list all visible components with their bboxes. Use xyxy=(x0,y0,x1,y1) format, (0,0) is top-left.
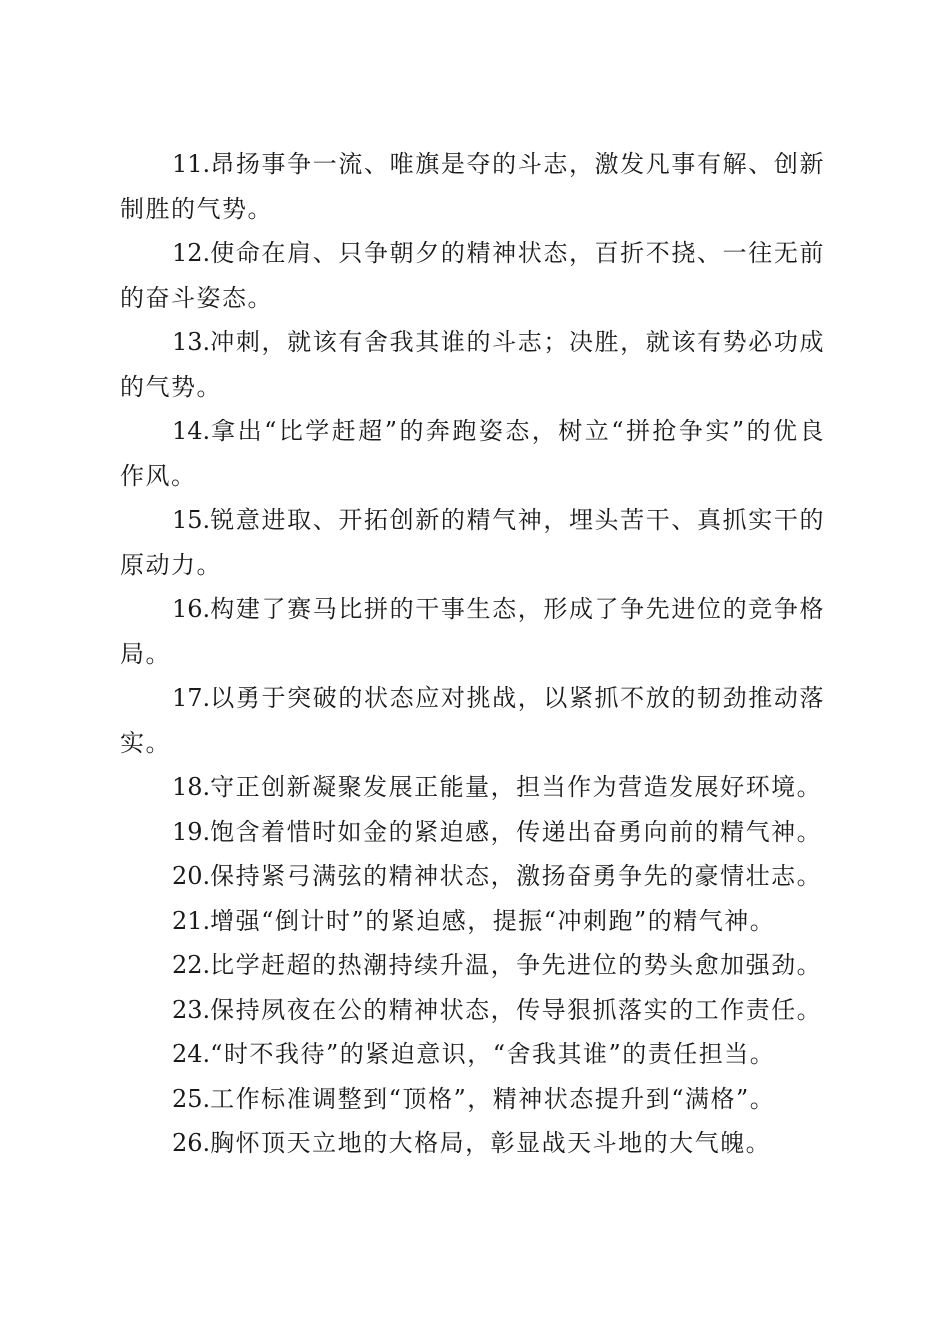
paragraph-text: 工作标准调整到“顶格”，精神状态提升到“满格”。 xyxy=(210,1084,776,1113)
paragraph-15 xyxy=(120,498,825,587)
paragraph-25 xyxy=(120,1077,825,1122)
paragraph-text: 拿出“比学赶超”的奔跑姿态，树立“拼抢争实”的优良作风。 xyxy=(120,417,825,490)
paragraph-text: 增强“倒计时”的紧迫感，提振“冲刺跑”的精气神。 xyxy=(210,906,776,935)
paragraph-18 xyxy=(120,765,825,810)
paragraph-14 xyxy=(120,409,825,498)
paragraph-text: 饱含着惜时如金的紧迫感，传递出奋勇向前的精气神。 xyxy=(210,817,823,846)
paragraph-number: 13. xyxy=(172,328,211,356)
paragraph-24 xyxy=(120,1032,825,1077)
paragraph-19 xyxy=(120,810,825,855)
paragraph-number: 15. xyxy=(172,506,211,534)
paragraph-23 xyxy=(120,988,825,1033)
paragraph-21 xyxy=(120,899,825,944)
paragraph-text: 保持紧弓满弦的精神状态，激扬奋勇争先的豪情壮志。 xyxy=(210,862,823,890)
paragraph-number: 21. xyxy=(172,906,211,935)
paragraph-number: 20. xyxy=(172,862,211,890)
paragraph-text: 守正创新凝聚发展正能量，担当作为营造发展好环境。 xyxy=(210,773,823,801)
paragraph-number: 11. xyxy=(172,150,211,178)
paragraph-text: “时不我待”的紧迫意识，“舍我其谁”的责任担当。 xyxy=(210,1040,776,1068)
paragraph-number: 18. xyxy=(172,773,211,801)
paragraph-number: 26. xyxy=(172,1129,211,1157)
paragraph-17 xyxy=(120,676,825,765)
paragraph-number: 19. xyxy=(172,817,211,846)
paragraph-text: 胸怀顶天立地的大格局，彰显战天斗地的大气魄。 xyxy=(210,1129,772,1157)
paragraph-number: 24. xyxy=(172,1040,211,1068)
paragraph-number: 16. xyxy=(172,595,211,623)
paragraph-26 xyxy=(120,1121,825,1166)
paragraph-number: 12. xyxy=(172,239,211,267)
paragraph-16 xyxy=(120,587,825,676)
paragraph-text: 比学赶超的热潮持续升温，争先进位的势头愈加强劲。 xyxy=(210,951,823,979)
paragraph-text: 保持夙夜在公的精神状态，传导狠抓落实的工作责任。 xyxy=(210,995,823,1024)
paragraph-text: 锐意进取、开拓创新的精气神，埋头苦干、真抓实干的原动力。 xyxy=(120,506,825,579)
paragraph-number: 22. xyxy=(172,951,211,979)
paragraph-text: 构建了赛马比拼的干事生态，形成了争先进位的竞争格局。 xyxy=(120,595,825,668)
paragraph-20 xyxy=(120,854,825,899)
paragraph-text: 使命在肩、只争朝夕的精神状态，百折不挠、一往无前的奋斗姿态。 xyxy=(120,239,825,312)
paragraph-11 xyxy=(120,142,825,231)
paragraph-12 xyxy=(120,231,825,320)
paragraph-number: 23. xyxy=(172,995,211,1024)
paragraph-number: 25. xyxy=(172,1084,211,1113)
paragraph-number: 17. xyxy=(172,684,211,712)
paragraph-text: 昂扬事争一流、唯旗是夺的斗志，激发凡事有解、创新制胜的气势。 xyxy=(120,150,825,223)
paragraph-text: 以勇于突破的状态应对挑战，以紧抓不放的韧劲推动落实。 xyxy=(120,684,825,757)
paragraph-13 xyxy=(120,320,825,409)
document-body xyxy=(120,142,825,1166)
paragraph-number: 14. xyxy=(172,417,211,445)
paragraph-22 xyxy=(120,943,825,988)
paragraph-text: 冲刺，就该有舍我其谁的斗志；决胜，就该有势必功成的气势。 xyxy=(120,328,825,401)
